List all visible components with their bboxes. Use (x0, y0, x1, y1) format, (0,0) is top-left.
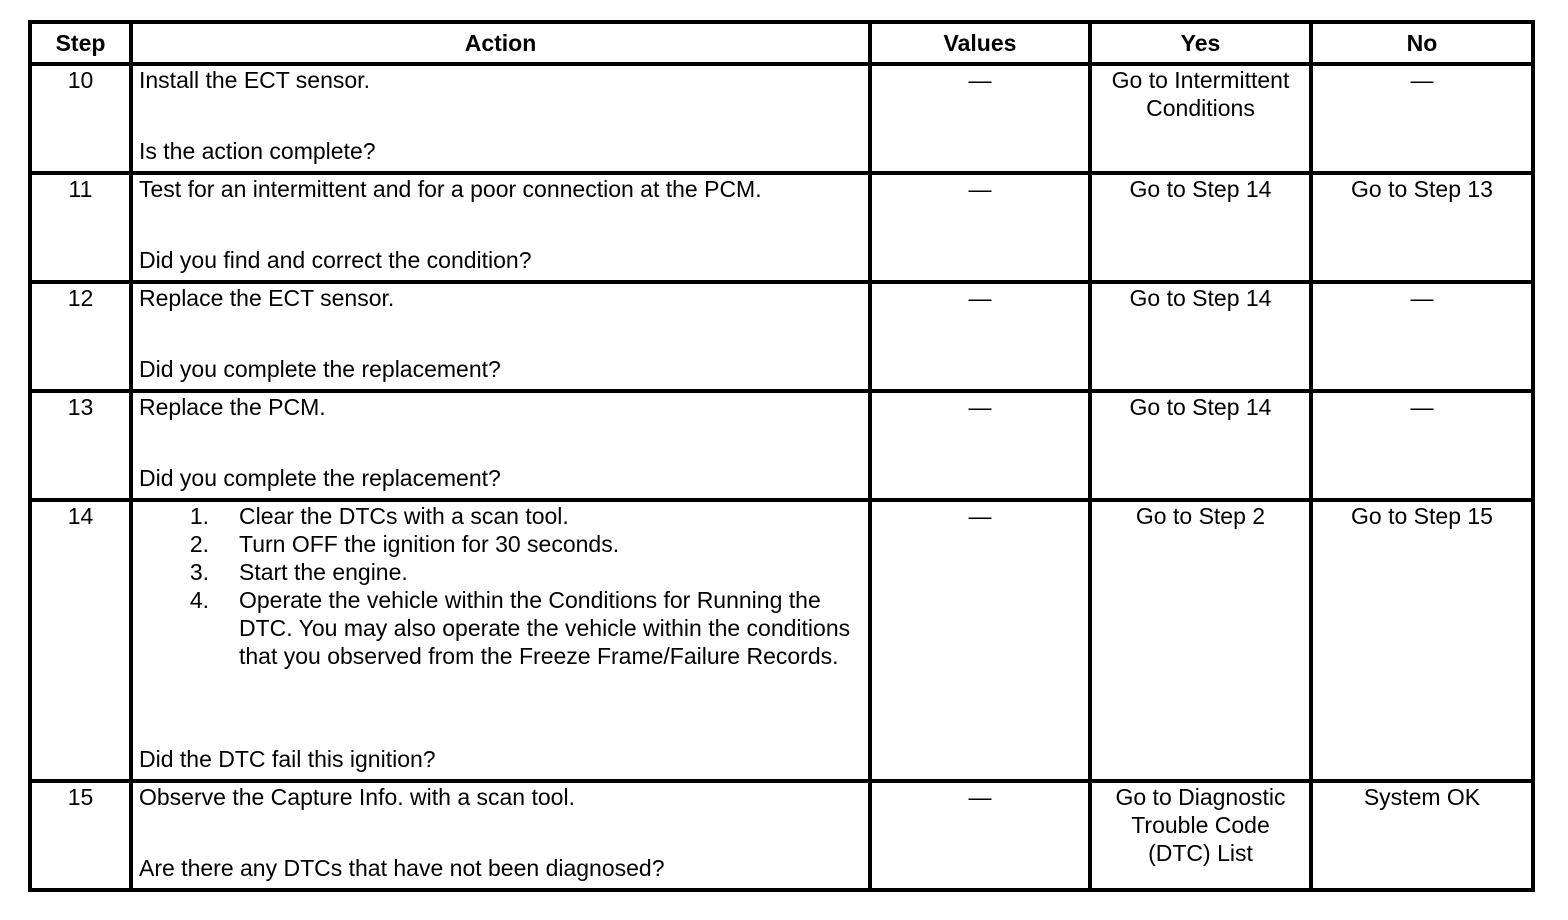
list-item (139, 586, 862, 670)
step-number: 11 (30, 173, 131, 282)
action-question: Did you find and correct the condition? (139, 247, 532, 273)
action-cell (131, 391, 870, 500)
action-cell (131, 173, 870, 282)
table-row (30, 500, 1533, 781)
action-question: Did you complete the replacement? (139, 356, 501, 382)
action-question: Did you complete the replacement? (139, 465, 501, 491)
table-row (30, 64, 1533, 173)
action-statement: Replace the ECT sensor. (139, 285, 395, 311)
action-statement: Observe the Capture Info. with a scan tool. (139, 784, 575, 810)
action-question: Did the DTC fail this ignition? (139, 746, 436, 772)
list-text: Clear the DTCs with a scan tool. (239, 503, 569, 529)
table-row (30, 173, 1533, 282)
header-no: No (1311, 22, 1533, 64)
list-text: Start the engine. (239, 559, 408, 585)
yes-cell: Go to Step 14 (1090, 282, 1311, 391)
values-cell: — (870, 282, 1090, 391)
yes-cell: Go to Step 14 (1090, 173, 1311, 282)
list-item (139, 558, 862, 586)
yes-cell: Go to Step 14 (1090, 391, 1311, 500)
list-number: 3. (189, 559, 209, 585)
header-yes: Yes (1090, 22, 1311, 64)
header-row (30, 22, 1533, 64)
no-cell: Go to Step 15 (1311, 500, 1533, 781)
yes-cell: Go to Intermittent Conditions (1090, 64, 1311, 173)
header-values: Values (870, 22, 1090, 64)
step-number: 15 (30, 781, 131, 890)
action-statement: Install the ECT sensor. (139, 67, 370, 93)
yes-cell: Go to Step 2 (1090, 500, 1311, 781)
action-cell (131, 500, 870, 781)
values-cell: — (870, 391, 1090, 500)
header-step: Step (30, 22, 131, 64)
values-cell: — (870, 173, 1090, 282)
table-row (30, 391, 1533, 500)
list-number: 1. (189, 503, 209, 529)
action-cell (131, 64, 870, 173)
action-cell (131, 781, 870, 890)
table-row (30, 282, 1533, 391)
yes-cell: Go to Diagnostic Trouble Code (DTC) List (1090, 781, 1311, 890)
values-cell: — (870, 64, 1090, 173)
action-statement: Replace the PCM. (139, 394, 326, 420)
list-number: 4. (189, 587, 209, 613)
action-cell (131, 282, 870, 391)
list-text: Turn OFF the ignition for 30 seconds. (239, 531, 620, 557)
step-number: 14 (30, 500, 131, 781)
list-text: Operate the vehicle within the Conditions for Running the DTC. You may also operate the vehicle within the conditions that you observed from the Freeze Frame/Failure Records. (239, 587, 851, 669)
list-number: 2. (189, 531, 209, 557)
action-question: Are there any DTCs that have not been diagnosed? (139, 855, 665, 881)
list-item (139, 530, 862, 558)
step-number: 13 (30, 391, 131, 500)
no-cell: — (1311, 64, 1533, 173)
procedure-list (139, 502, 862, 670)
diagnostic-table (28, 20, 1535, 892)
no-cell: System OK (1311, 781, 1533, 890)
values-cell: — (870, 781, 1090, 890)
values-cell: — (870, 500, 1090, 781)
step-number: 12 (30, 282, 131, 391)
no-cell: — (1311, 391, 1533, 500)
step-number: 10 (30, 64, 131, 173)
action-statement: Test for an intermittent and for a poor connection at the PCM. (139, 176, 762, 202)
table-row (30, 781, 1533, 890)
no-cell: Go to Step 13 (1311, 173, 1533, 282)
no-cell: — (1311, 282, 1533, 391)
action-question: Is the action complete? (139, 138, 376, 164)
header-action: Action (131, 22, 870, 64)
list-item (139, 502, 862, 530)
